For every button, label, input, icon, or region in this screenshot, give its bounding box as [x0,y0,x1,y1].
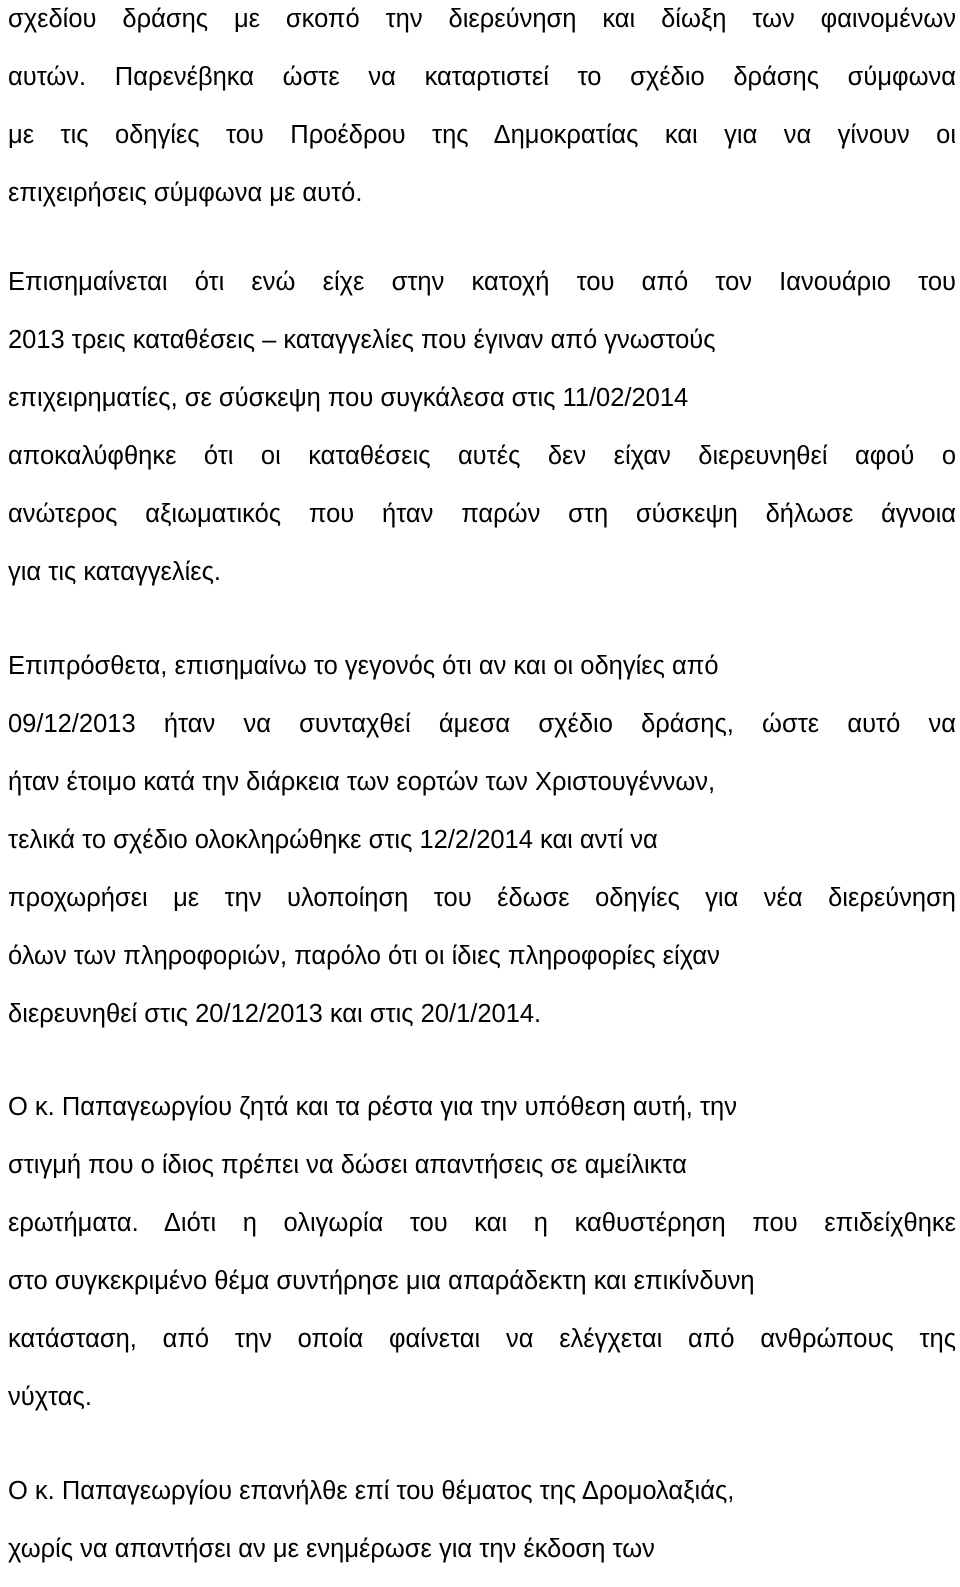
text-line: ανώτερος αξιωματικός που ήταν παρών στη σύσκεψη δήλωσε άγνοια [8,500,956,528]
text-line: στιγμή που ο ίδιος πρέπει να δώσει απαντήσεις σε αμείλικτα [8,1151,687,1179]
text-line: επιχειρηματίες, σε σύσκεψη που συγκάλεσα στις 11/02/2014 [8,384,689,412]
text-line: με τις οδηγίες του Προέδρου της Δημοκρατίας και για να γίνουν οι [8,121,956,149]
paragraph [8,1462,956,1578]
text-line: ήταν έτοιμο κατά την διάρκεια των εορτών των Χριστουγέννων, [8,768,716,796]
text-line: για τις καταγγελίες. [8,558,222,586]
text-line: Επιπρόσθετα, επισημαίνω το γεγονός ότι αν και οι οδηγίες από [8,652,719,680]
paragraph [8,0,956,222]
text-line: διερευνηθεί στις 20/12/2013 και στις 20/1/2014. [8,1000,542,1028]
text-line: σχεδίου δράσης με σκοπό την διερεύνηση και δίωξη των φαινομένων [8,5,956,33]
text-line: 2013 τρεις καταθέσεις – καταγγελίες που έγιναν από γνωστούς [8,326,716,354]
text-line: τελικά το σχέδιο ολοκληρώθηκε στις 12/2/2014 και αντί να [8,826,658,854]
text-line: Ο κ. Παπαγεωργίου ζητά και τα ρέστα για την υπόθεση αυτή, την [8,1093,737,1121]
text-line: όλων των πληροφοριών, παρόλο ότι οι ίδιες πληροφορίες είχαν [8,942,720,970]
paragraph [8,1078,956,1426]
text-line: Επισημαίνεται ότι ενώ είχε στην κατοχή του από τον Ιανουάριο του [8,268,956,296]
text-line: Ο κ. Παπαγεωργίου επανήλθε επί του θέματος της Δρομολαξιάς, [8,1477,735,1505]
text-line: επιχειρήσεις σύμφωνα με αυτό. [8,179,363,207]
paragraph [8,253,956,601]
text-line: 09/12/2013 ήταν να συνταχθεί άμεσα σχέδιο δράσης, ώστε αυτό να [8,710,956,738]
text-line: χωρίς να απαντήσει αν με ενημέρωσε για την έκδοση των [8,1535,655,1563]
text-line: νύχτας. [8,1383,92,1411]
text-line: προχωρήσει με την υλοποίηση του έδωσε οδηγίες για νέα διερεύνηση [8,884,956,912]
text-line: ερωτήματα. Διότι η ολιγωρία του και η καθυστέρηση που επιδείχθηκε [8,1209,956,1237]
paragraph [8,637,956,1043]
text-line: αποκαλύφθηκε ότι οι καταθέσεις αυτές δεν είχαν διερευνηθεί αφού ο [8,442,956,470]
text-line: στο συγκεκριμένο θέμα συντήρησε μια απαράδεκτη και επικίνδυνη [8,1267,755,1295]
text-line: κατάσταση, από την οποία φαίνεται να ελέγχεται από ανθρώπους της [8,1325,956,1353]
text-line: αυτών. Παρενέβηκα ώστε να καταρτιστεί το σχέδιο δράσης σύμφωνα [8,63,956,91]
